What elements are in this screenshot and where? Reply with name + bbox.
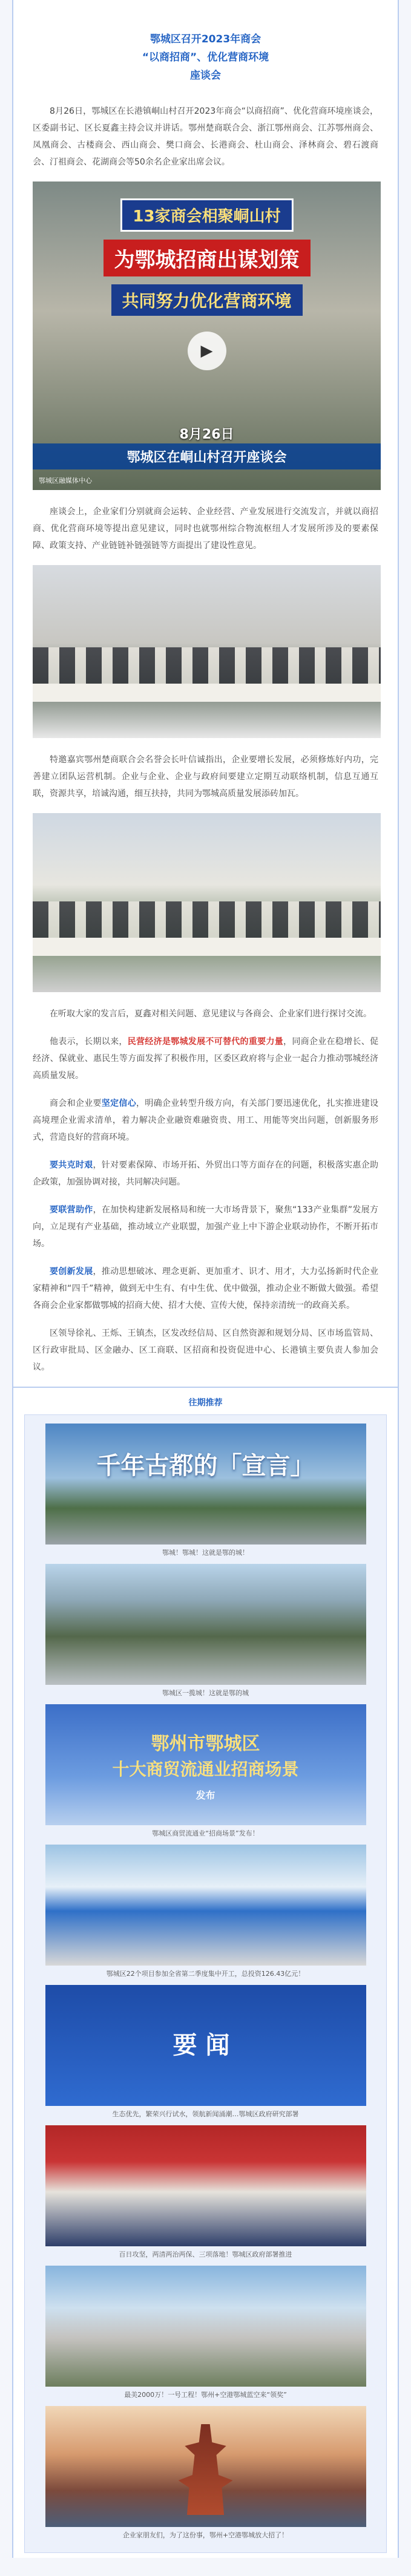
previous-card[interactable]	[36, 2266, 375, 2401]
title-line-1: 鄂城区召开2023年商会	[150, 33, 261, 45]
video-date: 8月26日	[179, 427, 234, 442]
previous-card[interactable]	[36, 2125, 375, 2261]
previous-card[interactable]	[36, 1985, 375, 2120]
highlight-blue: 要共克时艰	[50, 1160, 93, 1170]
previous-caption[interactable]: 鄂城区商贸流通业“招商场景”发布！	[152, 1829, 259, 1837]
text-run: 他表示，长期以来，	[50, 1037, 128, 1047]
thumb-overlay-3: 发布	[196, 1790, 215, 1801]
previous-thumb[interactable]	[45, 2266, 366, 2387]
news-video[interactable]	[33, 181, 381, 490]
paragraph-overcome	[33, 1157, 378, 1191]
article-frame	[12, 0, 399, 2576]
previous-thumb[interactable]	[45, 1424, 366, 1545]
text-run: ，推动思想破冰、理念更新、更加重才、识才、用才，大力弘扬新时代企业家精神和“四千”精神，做到无中生有、有中生优、优中做强，推动企业不断做大做强。希望各商会企业家都做鄂城的招商大使、招才大使、宣传大使，保持亲清统一的政商关系。	[33, 1267, 379, 1310]
page-bottom-bar	[0, 2558, 411, 2576]
previous-caption[interactable]: 鄂城！鄂城！这就是鄂的城！	[162, 1549, 249, 1557]
previous-caption[interactable]: 鄂城区一揽城！这就是鄂的城	[162, 1689, 249, 1697]
paragraph-confidence	[33, 1095, 378, 1146]
previous-thumb[interactable]	[45, 1845, 366, 1966]
article-body	[13, 85, 398, 1376]
attendees-shape	[33, 647, 381, 684]
previous-thumb[interactable]	[45, 2125, 366, 2246]
attendees-shape	[33, 901, 381, 938]
previous-list	[24, 1414, 387, 2553]
text-run: ，同商企业在稳增长、促经济、保就业、惠民生等方面发挥了积极作用，区委区政府将与企业一起合力推动鄂城经济高质量发展。	[33, 1037, 379, 1080]
title-line-3: 座谈会	[190, 70, 221, 82]
previous-card[interactable]	[36, 1424, 375, 1559]
previous-caption[interactable]: 企业家朋友们，为了这份事，鄂州+空港鄂城放大招了！	[122, 2531, 289, 2539]
previous-card[interactable]	[36, 2406, 375, 2542]
thumb-overlay-2: 十大商贸流通业招商场景	[112, 1759, 299, 1779]
video-banner-2: 为鄂城招商出谋划策	[104, 240, 311, 276]
meeting-photo-1	[33, 565, 381, 738]
previous-card[interactable]	[36, 1845, 375, 1980]
paragraph-discussion: 座谈会上，企业家们分别就商会运转、企业经营、产业发展进行交流发言，并就以商招商、优化营商环境等提出意见建议，同时也就鄂州综合物流枢纽人才发展所涉及的要素保障、政策支持、产业链链补链强链等方面提出了建设性意见。	[33, 507, 378, 551]
previous-caption[interactable]: 生态优先，繁荣兴行试水，领航新闻涌潮…鄂城区政府研究部署	[112, 2110, 299, 2118]
text-run: ，在加快构建新发展格局和统一大市场背景下，聚焦“133产业集群”发展方向，立足现有产业基础，推动域立产业联盟，加强产业上中下游企业联动协作，不断开拓市场。	[33, 1205, 378, 1249]
previous-caption[interactable]: 鄂城区22个项目参加全省第二季度集中开工，总投资126.43亿元！	[106, 1970, 305, 1978]
table-shape	[33, 684, 381, 702]
previous-card[interactable]	[36, 1564, 375, 1699]
section-divider	[13, 1387, 398, 1388]
paragraph-private-economy	[33, 1033, 378, 1084]
previous-card[interactable]	[36, 1704, 375, 1840]
video-source: 鄂城区融媒体中心	[39, 477, 92, 485]
highlight-red: 民营经济是鄂城发展不可替代的重要力量	[127, 1037, 284, 1047]
thumb-overlay-1: 鄂州市鄂城区	[151, 1733, 260, 1754]
video-caption: 鄂城区在峒山村召开座谈会	[33, 443, 381, 469]
paragraph-cooperate	[33, 1201, 378, 1252]
paragraph-attendees: 区领导徐礼、王烁、王镇杰，区发改经信局、区自然资源和规划分局、区市场监管局、区行政审批局、区金融办、区工商联、区招商和投资促进中心、长港镇主要负责人参加会议。	[33, 1329, 378, 1372]
paragraph-listen: 在听取大家的发言后，夏鑫对相关问题、意见建议与各商会、企业家们进行探讨交流。	[50, 1009, 372, 1019]
paragraph-intro: 8月26日，鄂城区在长港镇峒山村召开2023年商会“以商招商”、优化营商环境座谈会，区委副书记、区长夏鑫主持会议并讲话。鄂州楚商联合会、浙江鄂州商会、江苏鄂州商会、凤凰商会、古楼商会、西山商会、樊口商会、长港商会、杜山商会、泽林商会、碧石渡商会、汀祖商会、花湖商会等50余名企业家出席会议。	[33, 106, 378, 167]
title-line-2: “以商招商”、优化营商环境	[142, 51, 269, 64]
previous-caption[interactable]: 百日攻坚，两清两治两保、三项落地！鄂城区政府部署推进	[119, 2251, 292, 2258]
meeting-photo-2	[33, 813, 381, 992]
previous-caption[interactable]: 最美2000万！一号工程！鄂州+空港鄂城蓝空来“领奖”	[124, 2391, 287, 2399]
text-run: 商会和企业要	[50, 1099, 102, 1108]
article-title	[13, 0, 398, 85]
paragraph-innovate	[33, 1263, 378, 1314]
text-run: ，明确企业转型升级方向，有关部门要迅速优化，扎实推进建设高境理企业需求清单，着力解决企业融资难融资贵、用工、用能等突出问题，创新服务形式，营造良好的营商环境。	[33, 1099, 379, 1142]
highlight-blue: 要创新发展	[50, 1267, 93, 1277]
previous-thumb[interactable]	[45, 1985, 366, 2106]
play-icon[interactable]: ▶	[188, 332, 226, 370]
previous-thumb[interactable]	[45, 2406, 366, 2527]
text-run: ，针对要素保障、市场开拓、外贸出口等方面存在的问题，积极落实惠企助企政策，加强协调对接，共同解决问题。	[33, 1160, 379, 1187]
previous-heading: 往期推荐	[188, 1398, 223, 1408]
video-banner-3: 共同努力优化营商环境	[111, 284, 302, 316]
thumb-overlay: 要闻	[173, 2031, 238, 2059]
thumb-overlay: 千年古都的「宣言」	[96, 1451, 315, 1480]
paragraph-guest: 特邀嘉宾鄂州楚商联合会名誉会长叶信诚指出，企业要增长发展，必须修炼好内功，完善建立团队运营机制。企业与企业、企业与政府间要建立定期互动联络机制，信息互通互联，资源共享，培诚沟通，细互扶持，共同为鄂城高质量发展添砖加瓦。	[33, 755, 378, 799]
table-shape	[33, 938, 381, 956]
previous-thumb[interactable]	[45, 1564, 366, 1685]
video-banner-1: 13家商会相聚峒山村	[120, 198, 293, 232]
highlight-blue: 坚定信心	[101, 1099, 136, 1108]
pagoda-shape	[179, 2424, 233, 2515]
highlight-blue: 要联营助作	[50, 1205, 93, 1215]
previous-thumb[interactable]	[45, 1704, 366, 1825]
